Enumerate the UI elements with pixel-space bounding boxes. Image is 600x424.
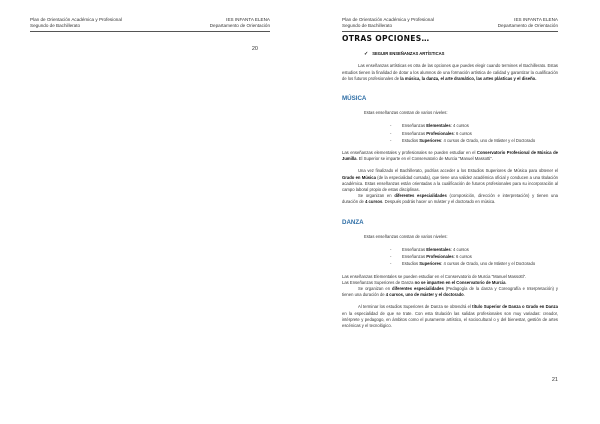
header-institution-plan: Plan de Orientación Académica y Profesional: [30, 17, 122, 22]
musica-levels-intro: Estas enseñanzas constan de varios niveles:: [364, 110, 448, 116]
header-department: Departamento de Orientación: [497, 23, 558, 28]
header-right: [210, 17, 270, 29]
musica-paragraph-2: Una vez finalizado el Bachillerato, podrías acceder a los Estudios Superiores de Música para obtener el Grado en Música (de la especialidad cursada), que tiene una validez académica oficial y conducen a una titulación académica. Estas enseñanzas están orientadas a la cualificación de futuros profesionales para su incorporación al campo laboral propio de estas disciplinas.: [342, 168, 558, 193]
page-number-left: 20: [251, 46, 258, 52]
danza-line-2: Las Enseñanzas Superiores de Danza no se imparten en el Conservatorio de Murcia.: [342, 279, 507, 285]
header-left: [342, 17, 434, 29]
header-course: Segundo de Bachillerato: [342, 23, 393, 28]
intro-text: Las enseñanzas artísticas es otra de las opciones que puedes elegir cuando termines el Bachillerato. Estas estudios tienen la finalidad de dotar a los alumnos de una formación artística de calidad y garantizar la cualificación de los futuros profesionales de: [342, 63, 558, 81]
intro-paragraph: [342, 63, 558, 82]
danza-paragraph-4: Al terminar los estudios Superiores de Danza se obtendrá el título Superior de Danza o Grado en Danza en la especialidad de que se trate. Con esta titulación las salidas profesionales son muy variadas: creador, intérprete y pedagogo, en ámbitos como el puramente artístico, el sociocultural o y del bienestar, gestión de artes escénicas y el tecnológico.: [342, 304, 558, 329]
musica-paragraph-1: Las enseñanzas elementales y profesionales se pueden estudiar en el Conservatorio Profesional de Música de Jumilla. El Superior se imparte en el Conservatorio de Murcia "Manuel Massotti".: [342, 150, 558, 162]
page-title: OTRAS OPCIONES…: [342, 34, 430, 43]
musica-levels-list: [342, 122, 558, 144]
check-icon: ✓: [364, 51, 369, 58]
list-item: - Enseñanzas Elementales: 4 cursos: [402, 246, 558, 253]
header-rule: [30, 31, 270, 32]
intro-bold: la música, la danza, el arte dramático, las artes plásticas y el diseño.: [400, 75, 537, 81]
list-item: - Estudios Superiores: 4 cursos de Grado, uno de Máster y el Doctorado: [402, 260, 558, 267]
right-page: [300, 0, 600, 424]
danza-levels-list: [342, 246, 558, 268]
danza-line-3: Se organizan en diferentes especialidades (Pedagogía de la danza y Coreografía e Interpretación) y tienen una duración de 4 cursos, uno de máster y el doctorado.: [342, 286, 558, 298]
header-course: Segundo de Bachillerato: [30, 23, 81, 28]
list-item: - Enseñanzas Elementales: 4 cursos: [402, 122, 558, 129]
list-item: - Enseñanzas Profesionales: 6 cursos: [402, 130, 558, 137]
list-item: - Estudios Superiores: 4 cursos de Grado, uno de Máster y el Doctorado: [402, 137, 558, 144]
page-content: [342, 35, 558, 329]
header-rule: [342, 31, 558, 32]
section-heading-danza: DANZA: [342, 218, 364, 226]
danza-levels-intro: Estas enseñanzas constan de varios niveles:: [364, 233, 448, 239]
page-number-right: 21: [551, 377, 558, 383]
list-item: - Enseñanzas Profesionales: 6 cursos: [402, 253, 558, 260]
musica-paragraph-3: Se organizan en diferentes especialidades (composición, dirección e interpretación) y tienen una duración de 4 cursos. Después podrás hacer un máster y el doctorado en música.: [342, 193, 558, 205]
section-heading-musica: MÚSICA: [342, 95, 367, 103]
danza-line-1: Las enseñanzas Elementales se pueden estudiar en el Conservatorio de Murcia "Manuel Massotti".: [342, 273, 527, 279]
header-institution-plan: Plan de Orientación Académica y Profesional: [342, 17, 434, 22]
header-school: IES INFANTA ELENA: [226, 17, 270, 22]
header-right: [498, 17, 558, 29]
check-label: SEGUIR ENSEÑANZAS ARTÍSTICAS: [372, 51, 445, 57]
header-left: [30, 17, 122, 29]
header-school: IES INFANTA ELENA: [514, 17, 558, 22]
header-department: Departamento de Orientación: [209, 23, 270, 28]
